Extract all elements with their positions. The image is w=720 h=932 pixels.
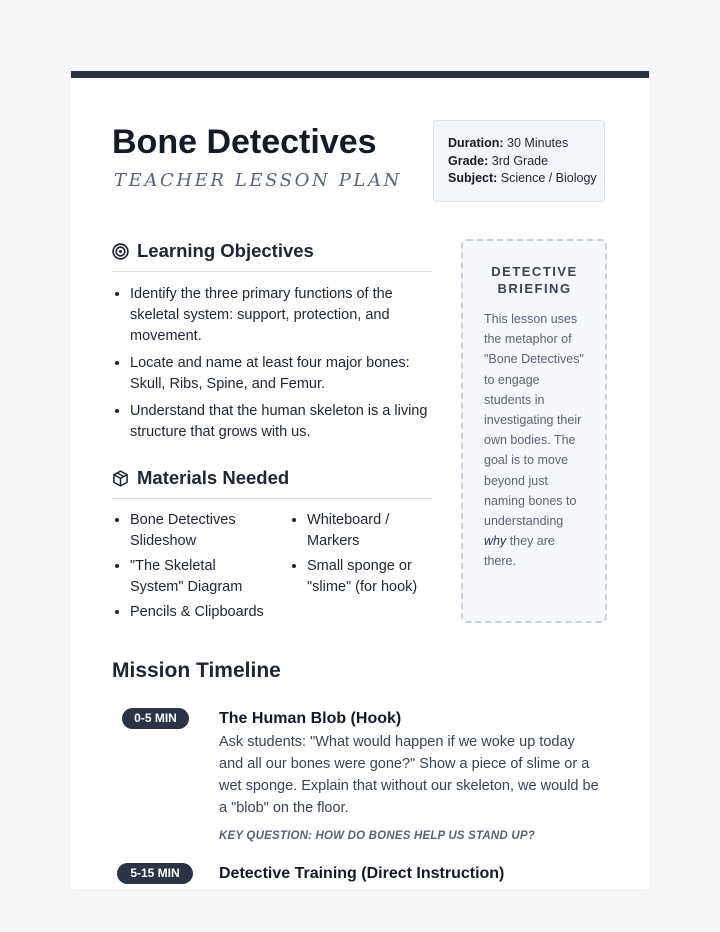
list-item: • Whiteboard / Markers (307, 510, 432, 552)
briefing-text: This lesson uses the metaphor of "Bone Detectives" to engage students in investigating their own bodies. The goal is to move beyond just naming bones to understanding why they are there. (484, 312, 584, 569)
list-item: • "The Skeletal System" Diagram (130, 556, 272, 598)
timeline-item-text: Ask students: "What would happen if we woke up today and all our bones were gone?" Show a piece of slime or a wet sponge. Explain that without our skeleton, we would be a "blob" on the floor. (219, 734, 599, 816)
materials-divider (112, 498, 432, 499)
timeline-item (219, 709, 601, 844)
objectives-section (112, 240, 432, 449)
box-icon (112, 470, 129, 487)
timeline-item (219, 864, 601, 884)
timeline-item-title: Detective Training (Direct Instruction) (219, 865, 505, 882)
key-question: KEY QUESTION: HOW DO BONES HELP US STAND UP? (219, 830, 535, 842)
list-item: • Locate and name at least four major bones: Skull, Ribs, Spine, and Femur. (130, 353, 432, 395)
list-item: • Small sponge or "slime" (for hook) (307, 556, 432, 598)
objectives-list (112, 284, 432, 443)
page-subtitle: TEACHER LESSON PLAN (114, 170, 402, 191)
lesson-plan-page (71, 71, 649, 889)
meta-grade: Grade: 3rd Grade (448, 153, 549, 168)
page-title: Bone Detectives (112, 123, 377, 161)
list-item: • Bone Detectives Slideshow (130, 510, 272, 552)
materials-list-left (112, 510, 272, 627)
time-badge: 0-5 MIN (122, 708, 189, 729)
list-item: • Understand that the human skeleton is a living structure that grows with us. (130, 401, 432, 443)
time-badge: 5-15 MIN (117, 863, 193, 884)
target-icon (112, 243, 129, 260)
list-item: • Identify the three primary functions of the skeletal system: support, protection, and movement. (130, 284, 432, 347)
materials-section (112, 467, 432, 627)
timeline-heading: Mission Timeline (112, 659, 281, 682)
detective-briefing-box (461, 239, 607, 623)
materials-columns (112, 510, 432, 627)
lesson-meta-box (433, 120, 605, 202)
materials-list-right (289, 510, 432, 627)
meta-duration: Duration: 30 Minutes (448, 136, 569, 150)
timeline-item-title: The Human Blob (Hook) (219, 710, 402, 727)
briefing-title: DETECTIVE BRIEFING (491, 264, 578, 296)
objectives-divider (112, 271, 432, 272)
materials-heading: Materials Needed (112, 467, 432, 489)
meta-subject: Subject: Science / Biology (448, 171, 597, 185)
list-item: • Pencils & Clipboards (130, 602, 272, 623)
briefing-emphasis: why (484, 534, 507, 549)
objectives-heading: Learning Objectives (112, 240, 432, 262)
